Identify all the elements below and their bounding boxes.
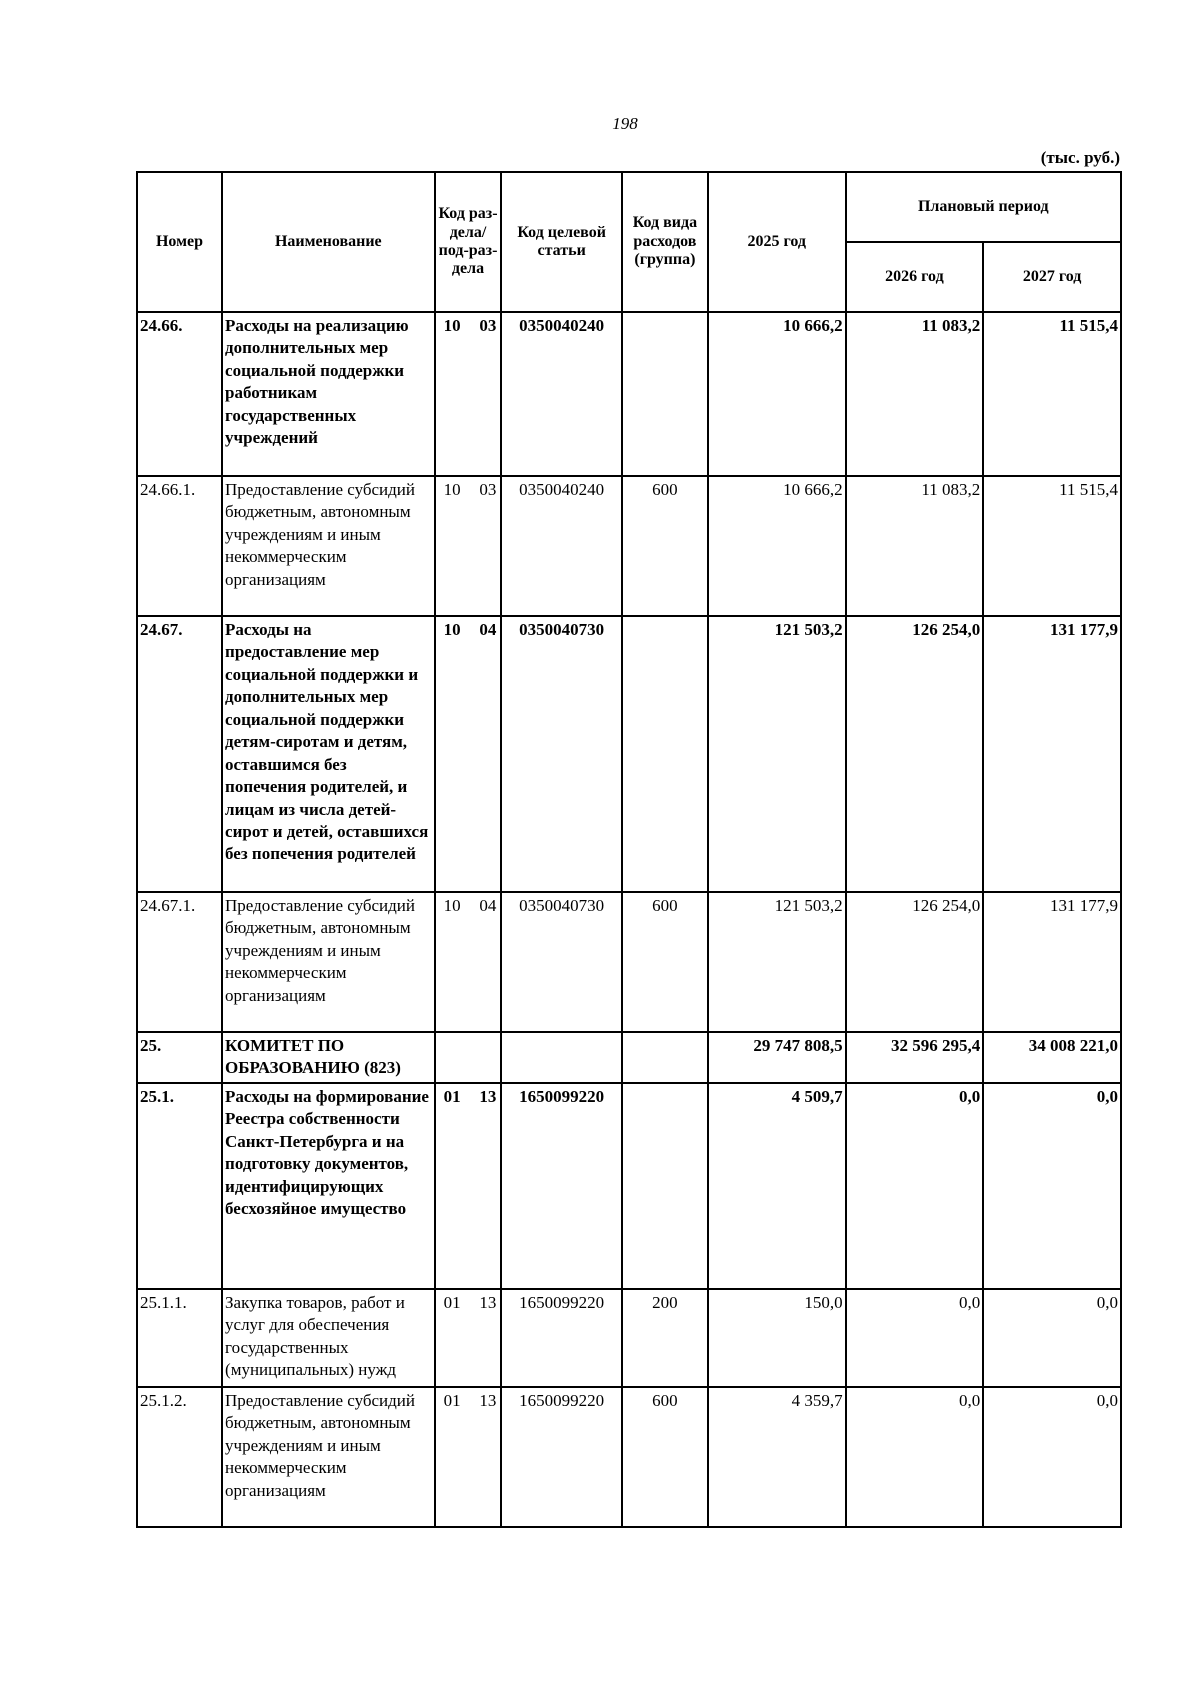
cell-name: Закупка товаров, работ и услуг для обеспечения государственных (муниципальных) нужд bbox=[222, 1289, 435, 1387]
cell-amount-2027: 34 008 221,0 bbox=[983, 1032, 1121, 1083]
cell-amount-2026: 126 254,0 bbox=[846, 892, 984, 1032]
section-code: 01 bbox=[443, 1292, 461, 1312]
cell-amount-2027: 11 515,4 bbox=[983, 312, 1121, 476]
cell-amount-2026: 0,0 bbox=[846, 1083, 984, 1289]
cell-section-code bbox=[435, 1083, 502, 1289]
cell-amount-2027: 0,0 bbox=[983, 1289, 1121, 1387]
cell-number: 24.66. bbox=[137, 312, 222, 476]
header-year-2026: 2026 год bbox=[846, 242, 984, 312]
cell-amount-2026: 11 083,2 bbox=[846, 476, 984, 616]
cell-section-code bbox=[435, 312, 502, 476]
cell-name: Предоставление субсидий бюджетным, автономным учреждениям и иным некоммерческим организациям bbox=[222, 1387, 435, 1527]
cell-target-code: 1650099220 bbox=[501, 1387, 621, 1527]
subsection-code: 13 bbox=[479, 1390, 497, 1410]
cell-target-code: 0350040240 bbox=[501, 476, 621, 616]
cell-amount-2026: 126 254,0 bbox=[846, 616, 984, 892]
header-number: Номер bbox=[137, 172, 222, 312]
cell-amount-2026: 32 596 295,4 bbox=[846, 1032, 984, 1083]
table-row bbox=[137, 1387, 1121, 1527]
cell-amount-2027: 0,0 bbox=[983, 1387, 1121, 1527]
cell-section-code bbox=[435, 1387, 502, 1527]
cell-expense-kind: 600 bbox=[622, 476, 708, 616]
table-row bbox=[137, 312, 1121, 476]
subsection-code: 03 bbox=[479, 480, 497, 499]
cell-amount-2025: 10 666,2 bbox=[708, 312, 846, 476]
cell-expense-kind bbox=[622, 1032, 708, 1083]
cell-expense-kind: 600 bbox=[622, 892, 708, 1032]
subsection-code: 13 bbox=[479, 1292, 497, 1312]
cell-amount-2025: 10 666,2 bbox=[708, 476, 846, 616]
cell-number: 25.1.2. bbox=[137, 1387, 222, 1527]
cell-number: 25. bbox=[137, 1032, 222, 1083]
cell-expense-kind bbox=[622, 1083, 708, 1289]
cell-target-code: 1650099220 bbox=[501, 1083, 621, 1289]
header-expense-kind: Код вида расходов (группа) bbox=[622, 172, 708, 312]
cell-amount-2027: 131 177,9 bbox=[983, 616, 1121, 892]
table-row bbox=[137, 476, 1121, 616]
header-name: Наименование bbox=[222, 172, 435, 312]
cell-expense-kind bbox=[622, 312, 708, 476]
cell-amount-2027: 0,0 bbox=[983, 1083, 1121, 1289]
cell-amount-2025: 29 747 808,5 bbox=[708, 1032, 846, 1083]
section-code: 10 bbox=[443, 896, 461, 915]
units-label: (тыс. руб.) bbox=[1040, 148, 1120, 167]
cell-section-code bbox=[435, 476, 502, 616]
cell-number: 24.67.1. bbox=[137, 892, 222, 1032]
section-code: 01 bbox=[443, 1390, 461, 1410]
header-planning-period: Плановый период bbox=[846, 172, 1121, 242]
section-code: 10 bbox=[443, 316, 461, 335]
header-section-code: Код раз-дела/ под-раз-дела bbox=[435, 172, 502, 312]
cell-amount-2027: 11 515,4 bbox=[983, 476, 1121, 616]
cell-section-code bbox=[435, 1032, 502, 1083]
cell-target-code bbox=[501, 1032, 621, 1083]
cell-number: 24.67. bbox=[137, 616, 222, 892]
table-row bbox=[137, 1289, 1121, 1387]
page-number: 198 bbox=[612, 114, 638, 133]
cell-number: 25.1. bbox=[137, 1083, 222, 1289]
cell-expense-kind: 200 bbox=[622, 1289, 708, 1387]
header-target-code: Код целевой статьи bbox=[501, 172, 621, 312]
subsection-code: 03 bbox=[479, 316, 497, 335]
cell-name: Предоставление субсидий бюджетным, автономным учреждениям и иным некоммерческим организациям bbox=[222, 892, 435, 1032]
table-row bbox=[137, 1032, 1121, 1083]
cell-amount-2026: 0,0 bbox=[846, 1387, 984, 1527]
subsection-code: 04 bbox=[479, 896, 497, 915]
cell-expense-kind: 600 bbox=[622, 1387, 708, 1527]
cell-amount-2025: 121 503,2 bbox=[708, 892, 846, 1032]
cell-amount-2026: 11 083,2 bbox=[846, 312, 984, 476]
cell-section-code bbox=[435, 1289, 502, 1387]
cell-amount-2025: 121 503,2 bbox=[708, 616, 846, 892]
cell-target-code: 0350040730 bbox=[501, 616, 621, 892]
section-code: 01 bbox=[443, 1086, 461, 1106]
section-code: 10 bbox=[443, 480, 461, 499]
header-year-2025: 2025 год bbox=[708, 172, 846, 312]
cell-name: Расходы на формирование Реестра собственности Санкт-Петербурга и на подготовку документов, идентифицирующих бесхозяйное имущество bbox=[222, 1083, 435, 1289]
budget-table bbox=[136, 171, 1122, 1528]
cell-number: 24.66.1. bbox=[137, 476, 222, 616]
cell-amount-2026: 0,0 bbox=[846, 1289, 984, 1387]
cell-target-code: 0350040240 bbox=[501, 312, 621, 476]
cell-amount-2027: 131 177,9 bbox=[983, 892, 1121, 1032]
cell-target-code: 1650099220 bbox=[501, 1289, 621, 1387]
cell-expense-kind bbox=[622, 616, 708, 892]
cell-section-code bbox=[435, 616, 502, 892]
cell-name: КОМИТЕТ ПО ОБРАЗОВАНИЮ (823) bbox=[222, 1032, 435, 1083]
cell-name: Расходы на предоставление мер социальной поддержки и дополнительных мер социальной поддержки детям-сиротам и детям, оставшимся без попечения родителей, и лицам из числа детей-сирот и детей, оставшихся без попечения родителей bbox=[222, 616, 435, 892]
cell-target-code: 0350040730 bbox=[501, 892, 621, 1032]
table-row bbox=[137, 892, 1121, 1032]
header-year-2027: 2027 год bbox=[983, 242, 1121, 312]
cell-amount-2025: 4 359,7 bbox=[708, 1387, 846, 1527]
section-code: 10 bbox=[443, 620, 461, 639]
cell-section-code bbox=[435, 892, 502, 1032]
table-body bbox=[137, 312, 1121, 1527]
cell-number: 25.1.1. bbox=[137, 1289, 222, 1387]
cell-name: Предоставление субсидий бюджетным, автономным учреждениям и иным некоммерческим организациям bbox=[222, 476, 435, 616]
cell-amount-2025: 150,0 bbox=[708, 1289, 846, 1387]
subsection-code: 04 bbox=[479, 620, 497, 639]
table-row bbox=[137, 616, 1121, 892]
subsection-code: 13 bbox=[479, 1086, 497, 1106]
table-row bbox=[137, 1083, 1121, 1289]
cell-amount-2025: 4 509,7 bbox=[708, 1083, 846, 1289]
cell-name: Расходы на реализацию дополнительных мер социальной поддержки работникам государственных учреждений bbox=[222, 312, 435, 476]
